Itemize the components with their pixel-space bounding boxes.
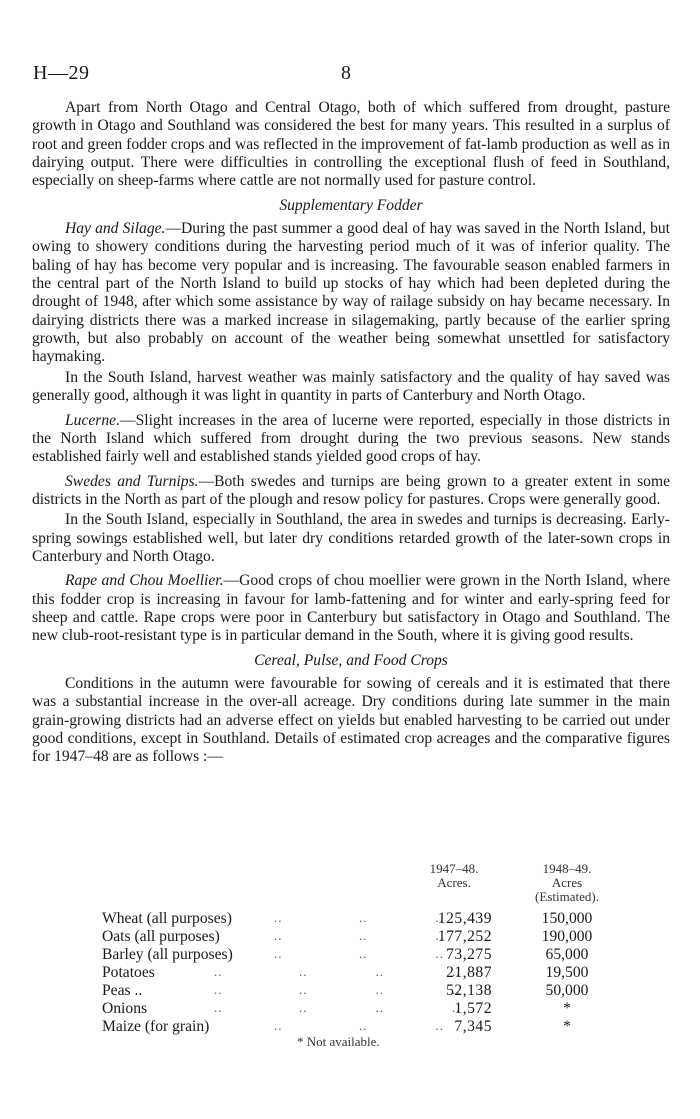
- document-reference: H—29: [33, 62, 90, 84]
- paragraph-cereal: Conditions in the autumn were favourable for sowing of cereals and it is estimated that there was a substantial increase in the over-all acreage. Dry conditions during late summer in the main grain-growing districts had an adverse effect on yields but enabled harvesting to be carried out under good conditions, except in Southland. Details of estimated crop acreages and the comparative figures for 1947–48 are as follows :—: [32, 674, 670, 766]
- leader-dots: .. .. ..: [274, 910, 444, 925]
- heading-supplementary-fodder: Supplementary Fodder: [279, 196, 423, 214]
- acres-1948: *: [563, 1000, 571, 1017]
- swedes-text: —Both swedes and turnips are being grown to a greater extent in some districts in the North as part of the plough and resow policy for pastures. Crops were generally good.: [32, 472, 671, 508]
- acres-1947: 52,138: [446, 982, 492, 999]
- paragraph-lucerne: [32, 412, 670, 467]
- col2-unit: Acres: [551, 875, 583, 890]
- table-row: [102, 928, 662, 946]
- table-row: [102, 946, 662, 964]
- crop-name: Peas ..: [102, 982, 143, 999]
- table-row: [102, 1018, 662, 1036]
- paragraph-swedes-south: In the South Island, especially in Southland, the area in swedes and turnips is decreasing. Early-spring sowings established well, but later dry conditions retarded growth of the later-sown crops in Canterbury and North Otago.: [32, 511, 670, 565]
- rape-title: Rape and Chou Moellier.: [65, 572, 224, 590]
- acres-1948: 150,000: [541, 910, 593, 927]
- table-row: [102, 1000, 662, 1018]
- paragraph-otago: Apart from North Otago and Central Otago, both of which suffered from drought, pasture growth in Otago and Southland was considered the best for many years. This resulted in a surplus of root and green fodder crops and was reflected in the improvement of fat-lamb production as well as in dairying output. There were difficulties in controlling the exceptional flush of feed in Southland, especially on sheep-farms where cattle are not normally used for pasture control.: [32, 99, 670, 190]
- table-row: [102, 964, 662, 982]
- table-row: [102, 910, 662, 928]
- acres-1948: *: [563, 1018, 571, 1035]
- acres-1947: 125,439: [437, 910, 492, 927]
- acres-1947: 73,275: [446, 946, 492, 963]
- hay-silage-title: Hay and Silage.: [65, 220, 166, 238]
- lucerne-title: Lucerne.: [65, 411, 120, 429]
- hay-silage-text: —During the past summer a good deal of hay was saved in the North Island, but owing to showery conditions during the harvesting period much of it was of inferior quality. The baling of hay has become very popular and is increasing. The favourable season enabled farmers in the central part of the North Island to build up stocks of hay which had been depleted during the drought of 1948, after which some assistance by way of railage subsidy on hay became necessary. In dairying districts there was a marked increase in silagemaking, partly because of the earlier spring growth, but also probably on account of the weather being somewhat unsettled for satisfactory haymaking.: [32, 220, 670, 366]
- acres-1948: 65,000: [545, 946, 589, 963]
- leader-dots: .. .. .. ..: [214, 982, 461, 997]
- crop-name: Wheat (all purposes): [102, 910, 232, 927]
- paragraph-rape: [32, 572, 670, 645]
- document-body: [32, 99, 670, 773]
- col2-note: (Estimated).: [535, 889, 599, 904]
- crop-name: Potatoes: [102, 964, 155, 981]
- leader-dots: .. .. .. ..: [214, 964, 461, 979]
- crop-acreage-table: [32, 862, 672, 1062]
- swedes-title: Swedes and Turnips.: [65, 472, 199, 490]
- acres-1947: 7,345: [454, 1018, 492, 1035]
- crop-name: Barley (all purposes): [102, 946, 233, 963]
- rape-text: —Good crops of chou moellier were grown in the North Island, where this fodder crop is increasing in favour for lamb-fattening and for winter and early-spring feed for sheep and cattle. Rape crops were poor in Canterbury but satisfactory in Otago and Southland. The new club-root-resistant type is in particular demand in the South, where it is giving good results.: [32, 572, 670, 645]
- col1-unit: Acres.: [437, 875, 471, 890]
- leader-dots: .. .. ..: [274, 928, 444, 943]
- leader-dots: .. .. ..: [274, 1018, 444, 1033]
- col2-year: 1948–49.: [542, 861, 592, 876]
- table-row: [102, 982, 662, 1000]
- lucerne-text: —Slight increases in the area of lucerne were reported, especially in those districts in the North Island which suffered from drought during the two previous seasons. New stands established fairly well and established stands yielded good crops of hay.: [32, 411, 670, 466]
- col1-year: 1947–48.: [429, 861, 479, 876]
- paragraph-swedes: [32, 473, 670, 510]
- acres-1947: 1,572: [454, 1000, 492, 1017]
- heading-cereal-crops: Cereal, Pulse, and Food Crops: [254, 651, 448, 669]
- paragraph-hay-south: In the South Island, harvest weather was mainly satisfactory and the quality of hay saved was generally good, although it was light in quantity in parts of Canterbury and North Otago.: [32, 368, 670, 405]
- acres-1947: 177,252: [437, 928, 492, 945]
- page-number: 8: [341, 62, 351, 84]
- leader-dots: .. .. ..: [274, 946, 444, 961]
- acres-1948: 190,000: [541, 928, 593, 945]
- acres-1947: 21,887: [446, 964, 492, 981]
- table-footnote: * Not available.: [297, 1034, 380, 1049]
- crop-name: Onions: [102, 1000, 148, 1017]
- crop-name: Oats (all purposes): [102, 928, 220, 945]
- leader-dots: .. .. .. ..: [214, 1000, 461, 1015]
- acres-1948: 19,500: [545, 964, 589, 981]
- crop-name: Maize (for grain): [102, 1018, 210, 1035]
- column-header-1947: [404, 862, 504, 890]
- paragraph-hay-silage: [32, 220, 670, 367]
- column-header-1948: [512, 862, 622, 904]
- acres-1948: 50,000: [545, 982, 589, 999]
